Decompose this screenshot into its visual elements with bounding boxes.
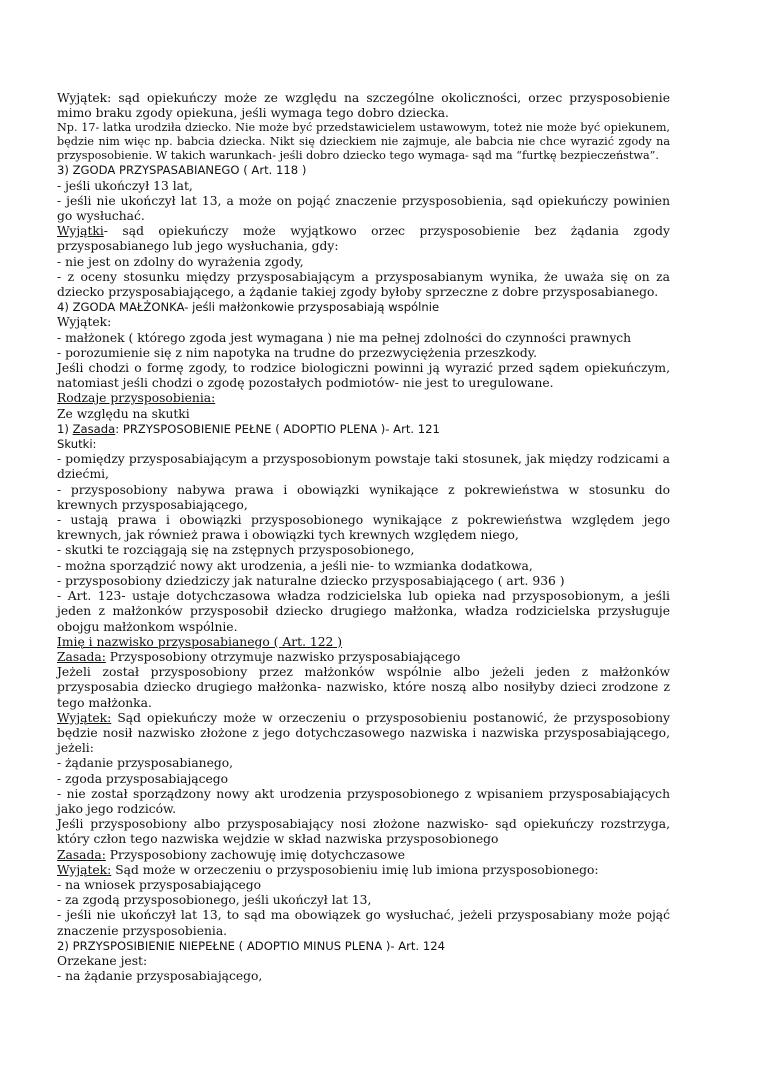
section-heading: 2) PRZYSPOSIBIENIE NIEPEŁNE ( ADOPTIO MINUS PLENA )- Art. 124 (57, 938, 445, 953)
list-item: - jeśli ukończył 13 lat, (57, 178, 193, 193)
list-item: - porozumienie się z nim napotyka na trudne do przezwyciężenia przeszkody. (57, 345, 537, 360)
subheading: Rodzaje przysposobienia: (57, 391, 216, 406)
paragraph: Wyjątek: Sąd może w orzeczeniu o przysposobieniu imię lub imiona przysposobionego: (57, 862, 599, 877)
underlined-term: Wyjątki (57, 224, 104, 239)
list-item: - przysposobiony dziedziczy jak naturalne dziecko przysposabiającego ( art. 936 ) (57, 573, 565, 588)
paragraph: Zasada: Przysposobiony zachowuję imię dotychczasowe (57, 847, 406, 862)
section-heading: 3) ZGODA PRZYSPASABIANEGO ( Art. 118 ) (57, 163, 307, 178)
list-item: - nie jest on zdolny do wyrażenia zgody, (57, 254, 304, 269)
list-item: - na wniosek przysposabiającego (57, 877, 262, 892)
example-paragraph: Np. 17- latka urodziła dziecko. Nie może być przedstawicielem ustawowym, toteż nie może być opiekunem, będzie nim więc np. babcia dziecka. Nikt się dzieckiem nie zajmuje, ale babcia nie chce wyrazić zgody na przysposobienie. W takich warunkach- jeśli dobro dziecko tego wymaga- sąd ma “furtkę bezpieczeństwa”. (57, 121, 670, 163)
list-item: - zgoda przysposabiającego (57, 771, 229, 786)
list-item: - skutki te rozciągają się na zstępnych przysposobionego, (57, 543, 415, 558)
paragraph: Ze względu na skutki (57, 406, 190, 421)
paragraph: Jeżeli został przysposobiony przez małżonków wspólnie albo jeżeli jeden z małżonków przysposabia dziecko drugiego małżonka- nazwisko, które noszą albo nosiłyby dzieci zrodzone z tego małżonka. (57, 665, 670, 710)
paragraph: Wyjątek: sąd opiekuńczy może ze względu na szczególne okoliczności, orzec przysposobienie mimo braku zgody opiekuna, jeśli wymaga tego dobro dziecka. (57, 91, 670, 121)
section-heading: 4) ZGODA MAŁŻONKA- jeśli małżonkowie przysposabiają wspólnie (57, 300, 440, 315)
list-item: - pomiędzy przysposabiającym a przysposobionym powstaje taki stosunek, jak między rodzicami a dziećmi, (57, 452, 670, 482)
list-item: - nie został sporządzony nowy akt urodzenia przysposobionego z wpisaniem przysposabiających jako jego rodziców. (57, 786, 670, 816)
paragraph: Skutki: (57, 437, 97, 452)
list-item: - przysposobiony nabywa prawa i obowiązki wynikające z pokrewieństwa w stosunku do krewnych przysposabiającego, (57, 482, 670, 512)
paragraph: Jeśli przysposobiony albo przysposabiający nosi złożone nazwisko- sąd opiekuńczy rozstrzyga, który człon tego nazwiska wejdzie w skład nazwiska przysposobionego (57, 817, 670, 847)
paragraph: Wyjątek: (57, 315, 112, 330)
list-item: - na żądanie przysposabiającego, (57, 969, 263, 984)
list-item: - jeśli nie ukończył lat 13, to sąd ma obowiązek go wysłuchać, jeżeli przysposabiany może pojąć znaczenie przysposobienia. (57, 908, 670, 938)
paragraph: Orzekane jest: (57, 953, 148, 968)
list-item: - małżonek ( którego zgoda jest wymagana ) nie ma pełnej zdolności do czynności prawnych (57, 330, 632, 345)
list-item: - jeśli nie ukończył lat 13, a może on pojąć znaczenie przysposobienia, sąd opiekuńczy powinien go wysłuchać. (57, 193, 670, 224)
list-item: - za zgodą przysposobionego, jeśli ukończył lat 13, (57, 893, 372, 908)
section-heading: 1) Zasada: PRZYSPOSOBIENIE PEŁNE ( ADOPTIO PLENA )- Art. 121 (57, 421, 440, 436)
document-page (57, 91, 670, 984)
list-item: - żądanie przysposabianego, (57, 756, 234, 771)
list-item: - można sporządzić nowy akt urodzenia, a jeśli nie- to wzmianka dodatkowa, (57, 558, 533, 573)
list-item: - z oceny stosunku między przysposabiającym a przysposabianym wynika, że uważa się on za dziecko przysposabiającego, a żądanie takiej zgody byłoby sprzeczne z dobre przysposabianego. (57, 269, 670, 300)
paragraph: Jeśli chodzi o formę zgody, to rodzice biologiczni powinni ją wyrazić przed sądem opiekuńczym, natomiast jeśli chodzi o zgodę pozostałych podmiotów- nie jest to uregulowane. (57, 361, 670, 391)
paragraph: Wyjątek: Sąd opiekuńczy może w orzeczeniu o przysposobieniu postanowić, że przysposobiony będzie nosił nazwisko złożone z jego dotychczasowego nazwiska i nazwiska przysposabiającego, jeżeli: (57, 710, 670, 756)
subheading: Imię i nazwisko przysposabianego ( Art. 122 ) (57, 634, 343, 649)
list-item: - ustają prawa i obowiązki przysposobionego wynikające z pokrewieństwa względem jego krewnych, jak również prawa i obowiązki tych krewnych względem niego, (57, 513, 670, 543)
paragraph: Zasada: Przysposobiony otrzymuje nazwisko przysposabiającego (57, 649, 461, 664)
paragraph: Wyjątki- sąd opiekuńczy może wyjątkowo orzec przysposobienie bez żądania zgody przysposabianego lub jego wysłuchania, gdy: (57, 224, 670, 254)
list-item: - Art. 123- ustaje dotychczasowa władza rodzicielska lub opieka nad przysposobionym, a jeśli jeden z małżonków przysposobił dziecko drugiego małżonka, władza rodzicielska przysługuje obojgu małżonkom wspólnie. (57, 589, 670, 634)
